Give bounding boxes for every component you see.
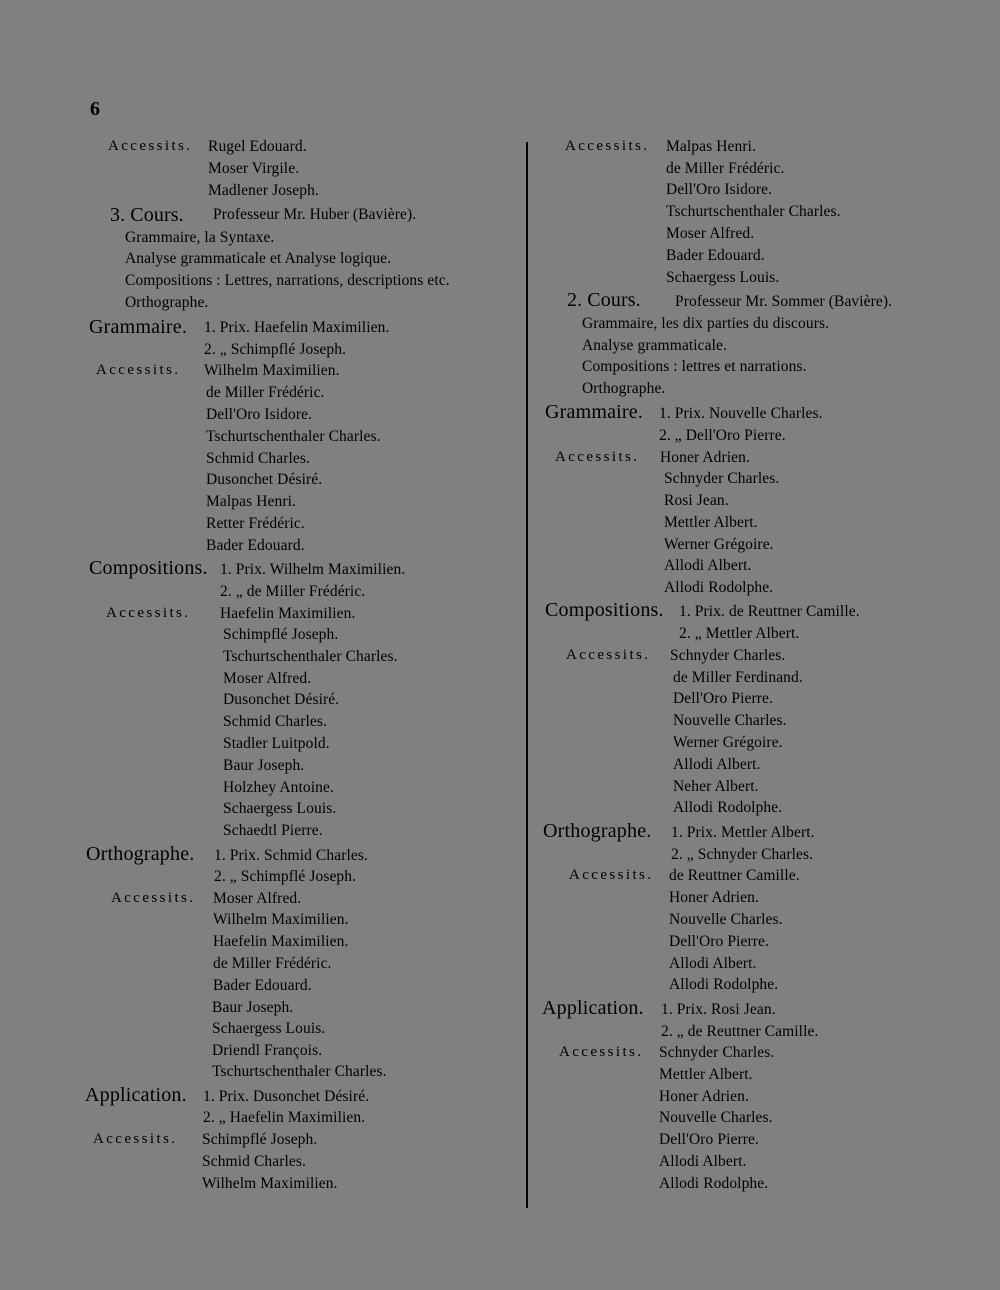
entry-text: Schaergess Louis. <box>223 800 337 817</box>
entry-text: 1. Prix. Nouvelle Charles. <box>659 405 823 422</box>
accessits-label: Accessits. <box>111 890 196 906</box>
entry-text: Baur Joseph. <box>223 757 305 774</box>
column-divider <box>526 142 528 1208</box>
entry-text: Honer Adrien. <box>669 889 759 906</box>
entry-text: Allodi Albert. <box>659 1153 747 1170</box>
entry-text: Allodi Albert. <box>664 557 752 574</box>
entry-text: Honer Adrien. <box>660 449 750 466</box>
entry-text: Dell'Oro Pierre. <box>673 690 773 707</box>
entry-text: 2. „ Schnyder Charles. <box>671 846 814 863</box>
page-number: 6 <box>90 98 101 120</box>
entry-text: Moser Alfred. <box>213 890 302 907</box>
entry-text: Baur Joseph. <box>212 999 294 1016</box>
entry-text: Tschurtschenthaler Charles. <box>206 428 381 445</box>
entry-text: Dell'Oro Pierre. <box>669 933 769 950</box>
accessits-label: Accessits. <box>96 362 181 378</box>
entry-text: Nouvelle Charles. <box>659 1109 773 1126</box>
entry-text: 1. Prix. Rosi Jean. <box>661 1001 776 1018</box>
entry-text: Dell'Oro Isidore. <box>206 406 313 423</box>
entry-text: Allodi Rodolphe. <box>673 799 783 816</box>
entry-text: 1. Prix. Mettler Albert. <box>671 824 815 841</box>
entry-text: Analyse grammaticale. <box>582 337 727 354</box>
entry-text: Allodi Rodolphe. <box>669 976 779 993</box>
entry-text: 2. „ de Miller Frédéric. <box>220 583 366 600</box>
accessits-label: Accessits. <box>559 1044 644 1060</box>
entry-text: 2. „ Schimpflé Joseph. <box>204 341 347 358</box>
entry-text: de Miller Frédéric. <box>666 160 785 177</box>
entry-text: Driendl François. <box>212 1042 323 1059</box>
entry-text: de Miller Frédéric. <box>206 384 325 401</box>
entry-text: Compositions : Lettres, narrations, descriptions etc. <box>125 272 450 289</box>
entry-text: Dell'Oro Pierre. <box>659 1131 759 1148</box>
entry-text: Bader Edouard. <box>206 537 305 554</box>
accessits-label: Accessits. <box>93 1131 178 1147</box>
course-heading: 2. Cours. <box>567 289 641 311</box>
entry-text: de Miller Ferdinand. <box>673 669 803 686</box>
accessits-label: Accessits. <box>108 138 193 154</box>
entry-text: 2. „ Schimpflé Joseph. <box>214 868 357 885</box>
entry-text: Schimpflé Joseph. <box>202 1131 318 1148</box>
entry-text: Professeur Mr. Huber (Bavière). <box>213 206 417 223</box>
entry-text: Mettler Albert. <box>659 1066 753 1083</box>
entry-text: Moser Alfred. <box>666 225 755 242</box>
entry-text: Analyse grammaticale et Analyse logique. <box>125 250 392 267</box>
section-heading: Grammaire. <box>89 316 188 338</box>
entry-text: Madlener Joseph. <box>208 182 319 199</box>
entry-text: Schmid Charles. <box>223 713 327 730</box>
entry-text: Moser Alfred. <box>223 670 312 687</box>
entry-text: Allodi Rodolphe. <box>659 1175 769 1192</box>
entry-text: Tschurtschenthaler Charles. <box>223 648 398 665</box>
section-heading: Application. <box>85 1084 187 1106</box>
entry-text: Bader Edouard. <box>666 247 765 264</box>
section-heading: Orthographe. <box>86 843 195 865</box>
entry-text: Stadler Luitpold. <box>223 735 330 752</box>
entry-text: Allodi Albert. <box>673 756 761 773</box>
entry-text: Bader Edouard. <box>213 977 312 994</box>
entry-text: de Reuttner Camille. <box>669 867 800 884</box>
entry-text: 1. Prix. Wilhelm Maximilien. <box>220 561 406 578</box>
entry-text: Malpas Henri. <box>666 138 756 155</box>
entry-text: Dusonchet Désiré. <box>206 471 323 488</box>
accessits-label: Accessits. <box>569 867 654 883</box>
entry-text: Schmid Charles. <box>202 1153 306 1170</box>
entry-text: Compositions : lettres et narrations. <box>582 358 807 375</box>
entry-text: Rugel Edouard. <box>208 138 307 155</box>
accessits-label: Accessits. <box>555 449 640 465</box>
course-heading: 3. Cours. <box>110 204 184 226</box>
entry-text: Nouvelle Charles. <box>673 712 787 729</box>
entry-text: 1. Prix. Schmid Charles. <box>214 847 368 864</box>
entry-text: 2. „ Dell'Oro Pierre. <box>659 427 786 444</box>
entry-text: Wilhelm Maximilien. <box>213 911 349 928</box>
entry-text: Moser Virgile. <box>208 160 300 177</box>
entry-text: Haefelin Maximilien. <box>220 605 356 622</box>
section-heading: Compositions. <box>545 599 664 621</box>
entry-text: Honer Adrien. <box>659 1088 749 1105</box>
entry-text: Wilhelm Maximilien. <box>202 1175 338 1192</box>
entry-text: Schnyder Charles. <box>659 1044 775 1061</box>
entry-text: 1. Prix. de Reuttner Camille. <box>679 603 860 620</box>
entry-text: Werner Grégoire. <box>664 536 774 553</box>
entry-text: 1. Prix. Dusonchet Désiré. <box>203 1088 370 1105</box>
entry-text: Professeur Mr. Sommer (Bavière). <box>675 293 893 310</box>
entry-text: Malpas Henri. <box>206 493 296 510</box>
entry-text: Schaedtl Pierre. <box>223 822 323 839</box>
accessits-label: Accessits. <box>565 138 650 154</box>
entry-text: Haefelin Maximilien. <box>213 933 349 950</box>
entry-text: 2. „ Mettler Albert. <box>679 625 800 642</box>
section-heading: Compositions. <box>89 557 208 579</box>
section-heading: Grammaire. <box>545 401 644 423</box>
entry-text: Grammaire, la Syntaxe. <box>125 229 275 246</box>
entry-text: Orthographe. <box>582 380 666 397</box>
entry-text: Tschurtschenthaler Charles. <box>212 1063 387 1080</box>
section-heading: Application. <box>542 997 644 1019</box>
entry-text: Schmid Charles. <box>206 450 310 467</box>
accessits-label: Accessits. <box>106 605 191 621</box>
entry-text: Holzhey Antoine. <box>223 779 334 796</box>
section-heading: Orthographe. <box>543 820 652 842</box>
entry-text: Wilhelm Maximilien. <box>204 362 340 379</box>
entry-text: 2. „ Haefelin Maximilien. <box>203 1109 366 1126</box>
entry-text: Dell'Oro Isidore. <box>666 181 773 198</box>
entry-text: Retter Frédéric. <box>206 515 305 532</box>
accessits-label: Accessits. <box>566 647 651 663</box>
entry-text: Grammaire, les dix parties du discours. <box>582 315 830 332</box>
entry-text: Werner Grégoire. <box>673 734 783 751</box>
entry-text: Rosi Jean. <box>664 492 729 509</box>
entry-text: Mettler Albert. <box>664 514 758 531</box>
entry-text: Allodi Rodolphe. <box>664 579 774 596</box>
entry-text: Neher Albert. <box>673 778 759 795</box>
entry-text: Tschurtschenthaler Charles. <box>666 203 841 220</box>
entry-text: 2. „ de Reuttner Camille. <box>661 1023 819 1040</box>
entry-text: Schimpflé Joseph. <box>223 626 339 643</box>
entry-text: 1. Prix. Haefelin Maximilien. <box>204 319 390 336</box>
entry-text: Dusonchet Désiré. <box>223 691 340 708</box>
entry-text: Schnyder Charles. <box>670 647 786 664</box>
entry-text: Allodi Albert. <box>669 955 757 972</box>
entry-text: de Miller Frédéric. <box>213 955 332 972</box>
entry-text: Orthographe. <box>125 294 209 311</box>
entry-text: Schaergess Louis. <box>212 1020 326 1037</box>
entry-text: Nouvelle Charles. <box>669 911 783 928</box>
entry-text: Schaergess Louis. <box>666 269 780 286</box>
entry-text: Schnyder Charles. <box>664 470 780 487</box>
